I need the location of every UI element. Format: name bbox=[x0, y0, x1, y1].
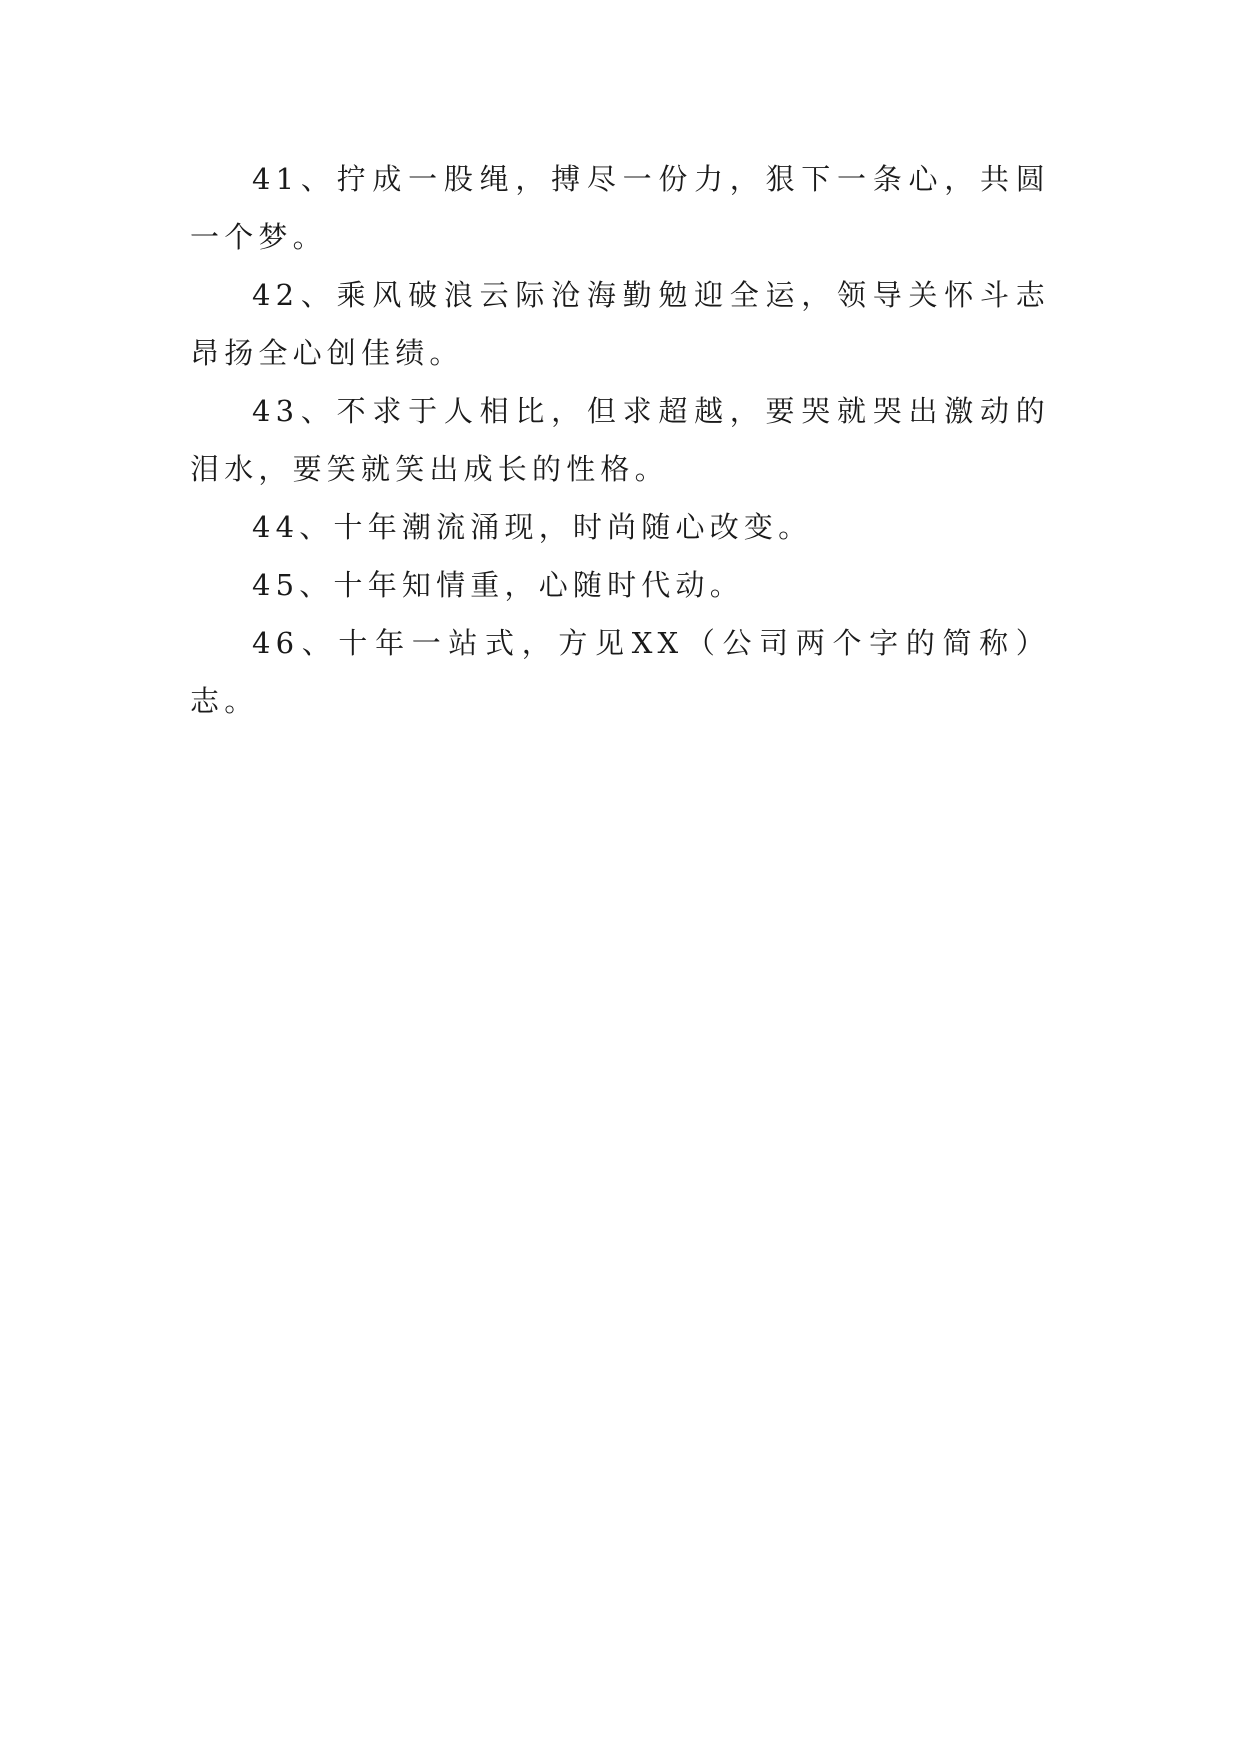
paragraph-41: 41、拧成一股绳，搏尽一份力，狠下一条心，共圆一个梦。 bbox=[190, 162, 1050, 254]
paragraph-45: 45、十年知情重，心随时代动。 bbox=[252, 568, 744, 602]
paragraph-46: 46、十年一站式，方见XX（公司两个字的简称）志。 bbox=[190, 626, 1050, 718]
paragraph-43: 43、不求于人相比，但求超越，要哭就哭出激动的泪水，要笑就笑出成长的性格。 bbox=[190, 394, 1050, 486]
paragraph-42: 42、乘风破浪云际沧海勤勉迎全运，领导关怀斗志昂扬全心创佳绩。 bbox=[190, 278, 1050, 370]
paragraph-44: 44、十年潮流涌现，时尚随心改变。 bbox=[252, 510, 813, 544]
document-body bbox=[190, 150, 1050, 730]
